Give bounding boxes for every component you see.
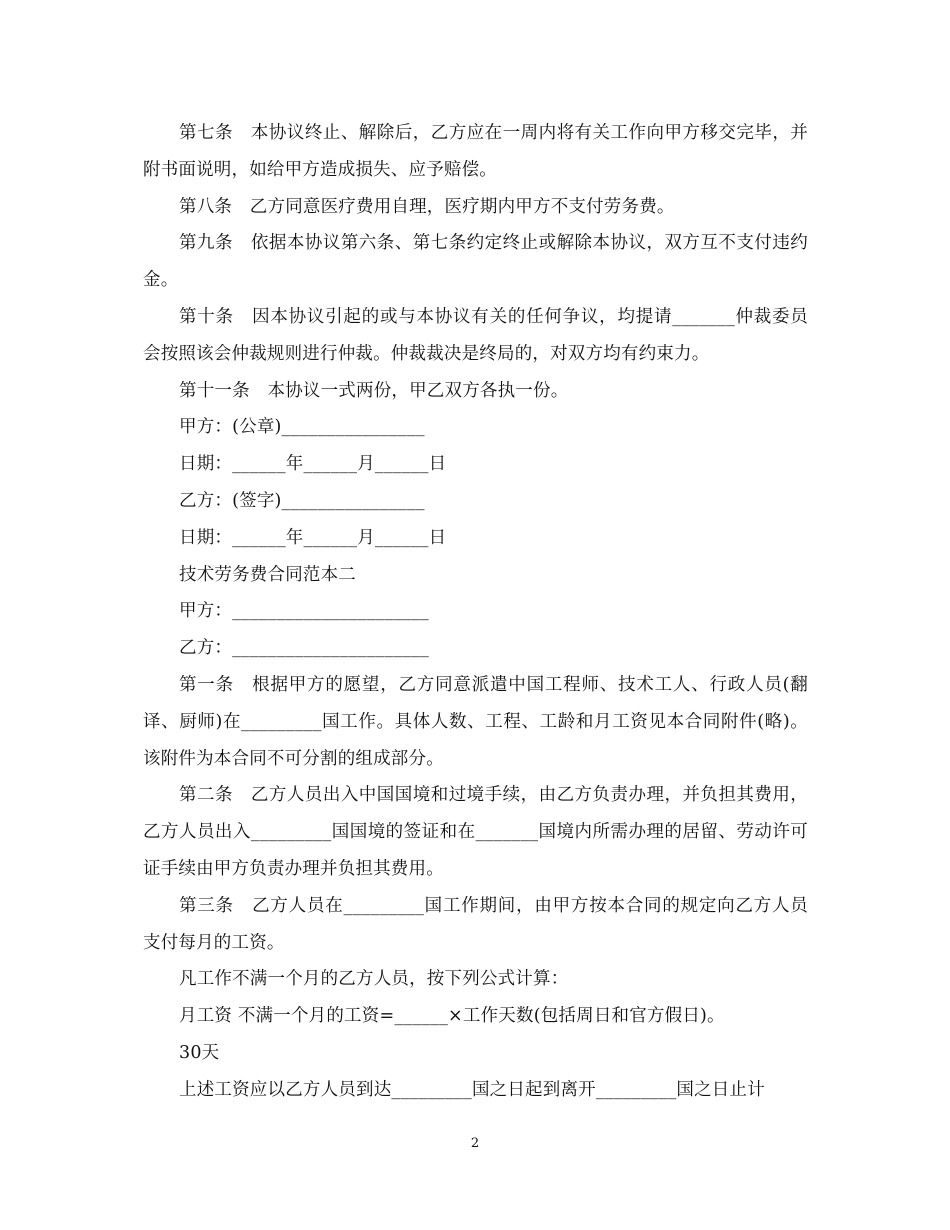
salary-formula: 月工资 不满一个月的工资=______×工作天数(包括周日和官方假日)。 — [179, 1006, 725, 1027]
template-two-heading: 技术劳务费合同范本二 — [179, 564, 356, 585]
party-a-line: 甲方：______________________ — [179, 601, 429, 622]
party-b-line: 乙方：______________________ — [179, 638, 429, 659]
partial-month-rule: 凡工作不满一个月的乙方人员，按下列公式计算： — [179, 969, 569, 990]
document-body — [143, 115, 808, 1109]
article-10-paragraph: 第十条 因本协议引起的或与本协议有关的任何争议，均提请_______仲裁委员会按照该会仲裁规则进行仲裁。仲裁裁决是终局的，对双方均有约束力。 — [143, 306, 808, 364]
article-8-paragraph: 第八条 乙方同意医疗费用自理，医疗期内甲方不支付劳务费。 — [179, 196, 675, 217]
article-1-paragraph: 第一条 根据甲方的愿望，乙方同意派遣中国工程师、技术工人、行政人员(翻译、厨师)在_________国工作。具体人数、工程、工龄和月工资见本合同附件(略)。该附件为本合同不可分割的组成部分。 — [143, 674, 808, 769]
article-9-paragraph: 第九条 依据本协议第六条、第七条约定终止或解除本协议，双方互不支付违约金。 — [143, 233, 808, 291]
article-11-paragraph: 第十一条 本协议一式两份，甲乙双方各执一份。 — [179, 380, 569, 401]
formula-denominator: 30天 — [179, 1042, 220, 1063]
salary-period-paragraph: 上述工资应以乙方人员到达_________国之日起到离开_________国之日止计 — [179, 1079, 765, 1100]
party-b-signature-line: 乙方：(签字)________________ — [179, 490, 425, 511]
party-a-seal-line: 甲方：(公章)________________ — [179, 417, 425, 438]
article-3-paragraph: 第三条 乙方人员在_________国工作期间，由甲方按本合同的规定向乙方人员支付每月的工资。 — [143, 895, 808, 953]
page-number: 2 — [470, 1136, 480, 1151]
party-a-date-line: 日期：______年______月______日 — [179, 454, 447, 475]
article-2-paragraph: 第二条 乙方人员出入中国国境和过境手续，由乙方负责办理，并负担其费用，乙方人员出入_________国国境的签证和在_______国境内所需办理的居留、劳动许可证手续由甲方负责办理并负担其费用。 — [143, 785, 808, 879]
party-b-date-line: 日期：______年______月______日 — [179, 527, 447, 548]
article-7-paragraph: 第七条 本协议终止、解除后，乙方应在一周内将有关工作向甲方移交完毕，并附书面说明，如给甲方造成损失、应予赔偿。 — [143, 123, 808, 180]
